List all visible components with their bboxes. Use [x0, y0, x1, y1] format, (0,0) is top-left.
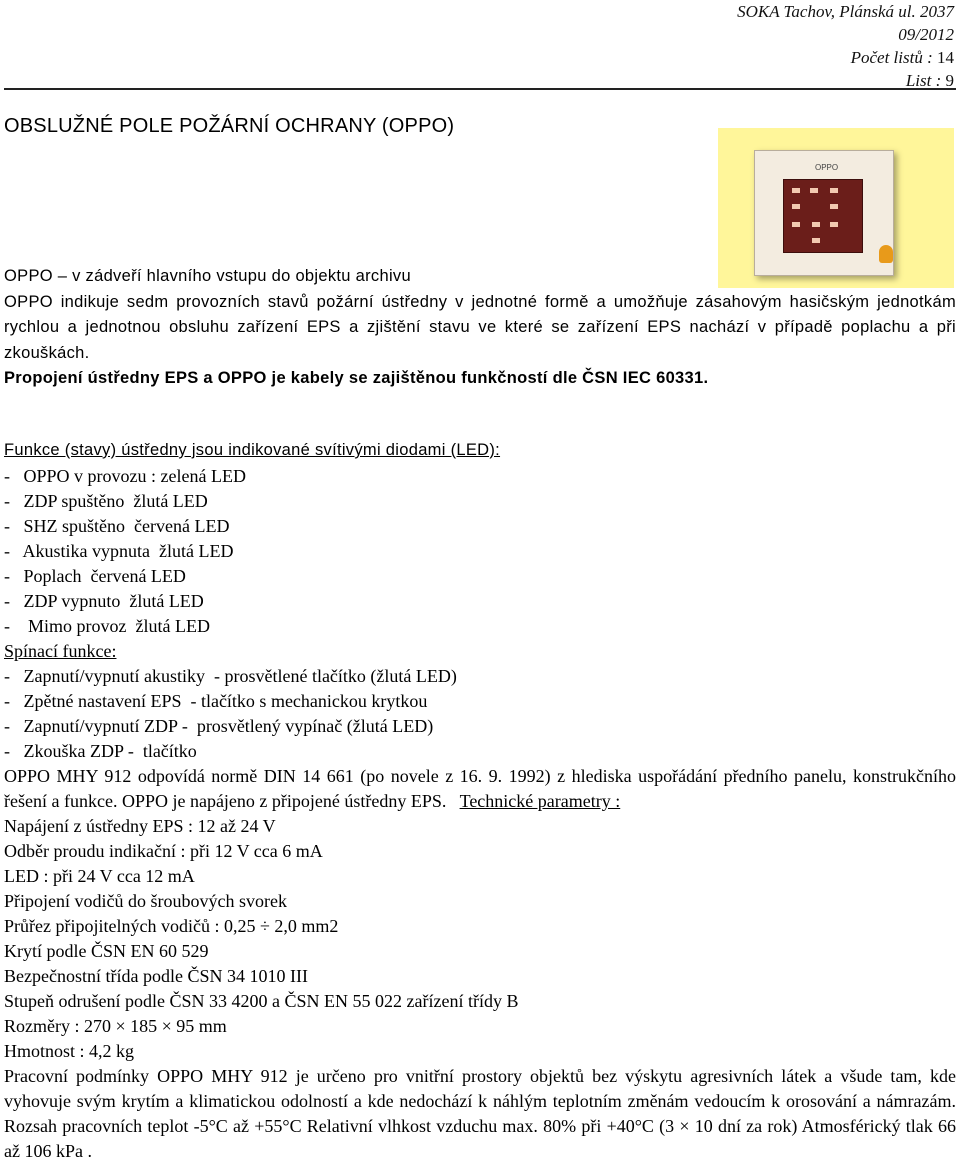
page-header	[554, 0, 954, 92]
panel-indicator	[830, 204, 838, 209]
header-divider	[4, 88, 956, 90]
functions-list	[4, 464, 956, 1164]
list-item: - Zapnutí/vypnutí ZDP - prosvětlený vypínač (žlutá LED)	[4, 716, 434, 736]
oppo-device-illustration	[754, 150, 894, 276]
list-item: - Zpětné nastavení EPS - tlačítko s mechanickou krytkou	[4, 691, 428, 711]
list-item: - ZDP vypnuto žlutá LED	[4, 591, 204, 611]
intro-section	[4, 264, 956, 392]
device-label: OPPO	[815, 163, 839, 172]
intro-location: OPPO – v zádveří hlavního vstupu do objektu archivu	[4, 267, 411, 285]
panel-indicator	[792, 222, 800, 227]
tech-param: LED : při 24 V cca 12 mA	[4, 866, 195, 886]
panel-indicator	[830, 188, 838, 193]
sheet-count-line	[554, 46, 954, 69]
norm-paragraph	[4, 764, 956, 814]
list-item: - Akustika vypnuta žlutá LED	[4, 541, 234, 561]
tech-param: Bezpečnostní třída podle ČSN 34 1010 III	[4, 966, 308, 986]
tech-param: Rozměry : 270 × 185 × 95 mm	[4, 1016, 227, 1036]
list-item: - OPPO v provozu : zelená LED	[4, 466, 246, 486]
panel-indicator	[792, 188, 800, 193]
tech-param: Průřez připojitelných vodičů : 0,25 ÷ 2,0 mm2	[4, 916, 339, 936]
norm-text: OPPO MHY 912 odpovídá normě DIN 14 661 (po novele z 16. 9. 1992) z hlediska uspořádání předního panelu, konstrukčního řešení a funkce. OPPO je napájeno z připojené ústředny EPS.	[4, 766, 956, 811]
switching-heading: Spínací funkce:	[4, 641, 117, 661]
list-item: - Mimo provoz žlutá LED	[4, 616, 210, 636]
panel-indicator	[812, 238, 820, 243]
key-icon	[879, 245, 893, 263]
functions-section	[4, 438, 956, 464]
tech-param: Hmotnost : 4,2 kg	[4, 1041, 135, 1061]
header-date: 09/2012	[898, 25, 954, 44]
sheet-count-value: 14	[937, 48, 954, 67]
tech-param: Napájení z ústředny EPS : 12 až 24 V	[4, 816, 276, 836]
intro-paragraph: OPPO indikuje sedm provozních stavů požární ústředny v jednotné formě a umožňuje zásahovým hasičským jednotkám rychlou a jednotnou obsluhu zařízení EPS a zjištění stavu ve které se zařízení EPS nachází v případě poplachu a při zkouškách.	[4, 292, 956, 362]
sheet-number-value: 9	[945, 71, 954, 90]
panel-indicator	[792, 204, 800, 209]
functions-heading: Funkce (stavy) ústředny jsou indikované svítivými diodami (LED):	[4, 441, 501, 459]
list-item: - Zkouška ZDP - tlačítko	[4, 741, 197, 761]
list-item: - Poplach červená LED	[4, 566, 186, 586]
list-item: - ZDP spuštěno žlutá LED	[4, 491, 208, 511]
intro-cable-note: Propojení ústředny EPS a OPPO je kabely se zajištěnou funkčností dle ČSN IEC 60331.	[4, 369, 709, 387]
list-item: - SHZ spuštěno červená LED	[4, 516, 230, 536]
tech-params-heading: Technické parametry :	[459, 791, 621, 811]
sheet-count-label: Počet listů :	[850, 48, 933, 67]
tech-param: Odběr proudu indikační : při 12 V cca 6 mA	[4, 841, 323, 861]
archive-address: SOKA Tachov, Plánská ul. 2037	[737, 2, 954, 21]
tech-param: Krytí podle ČSN EN 60 529	[4, 941, 209, 961]
panel-indicator	[830, 222, 838, 227]
device-control-panel	[783, 179, 863, 253]
sheet-label: List :	[905, 71, 942, 90]
panel-indicator	[810, 188, 818, 193]
tech-param: Stupeň odrušení podle ČSN 33 4200 a ČSN EN 55 022 zařízení třídy B	[4, 991, 519, 1011]
list-item: - Zapnutí/vypnutí akustiky - prosvětlené tlačítko (žlutá LED)	[4, 666, 457, 686]
panel-indicator	[812, 222, 820, 227]
page-title: OBSLUŽNÉ POLE POŽÁRNÍ OCHRANY (OPPO)	[4, 115, 455, 137]
operating-conditions: Pracovní podmínky OPPO MHY 912 je určeno pro vnitřní prostory objektů bez výskytu agresivních látek a všude tam, kde vyhovuje svým krytím a klimatickou odolností a kde nedochází k náhlým teplotním změnám vedoucím k orosování a námrazám. Rozsah pracovních teplot -5°C až +55°C Relativní vlhkost vzduchu max. 80% při +40°C (3 × 10 dní za rok) Atmosférický tlak 66 až 106 kPa .	[4, 1066, 956, 1161]
tech-param: Připojení vodičů do šroubových svorek	[4, 891, 287, 911]
